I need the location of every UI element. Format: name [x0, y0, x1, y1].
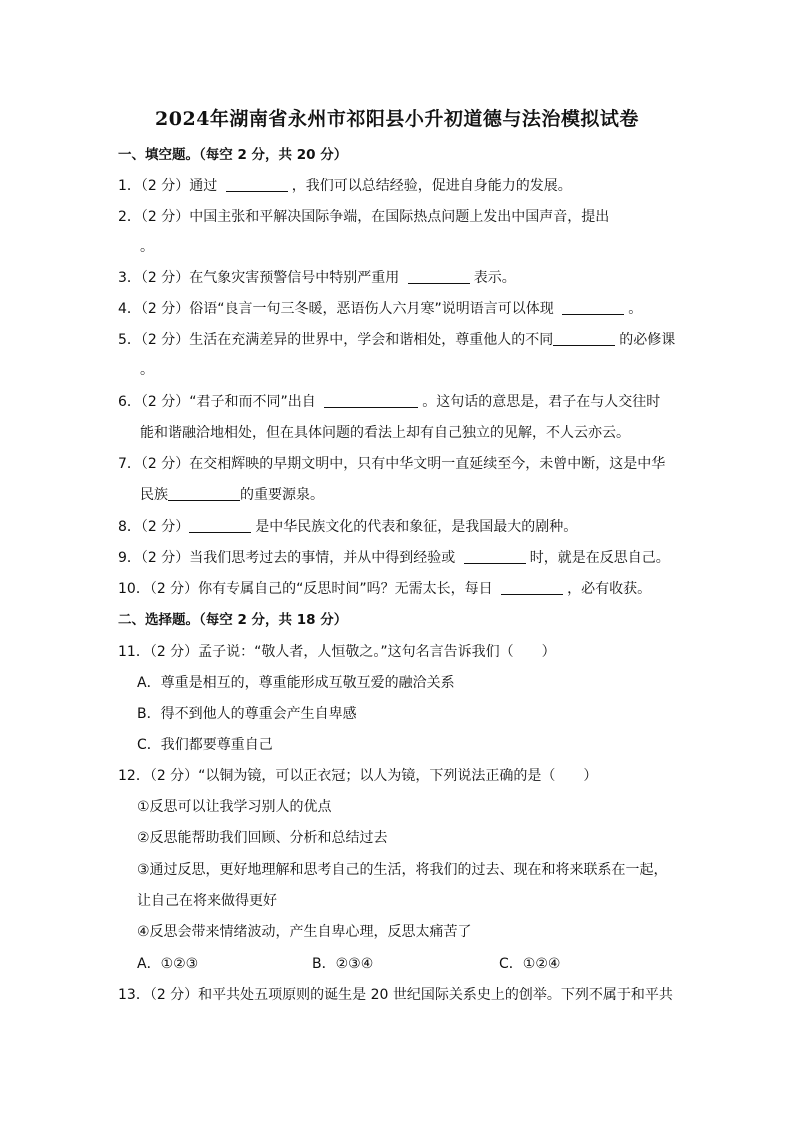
question-2: 2．（2 分）中国主张和平解决国际争端，在国际热点问题上发出中国声音，提出	[118, 209, 610, 225]
question-11-option-c: C．我们都要尊重自己	[137, 737, 273, 753]
question-6: 6．（2 分）“君子和而不同”出自 。这句话的意思是，君子在与人交往时	[118, 394, 661, 410]
question-12-statement-4: ④反思会带来情绪波动，产生自卑心理，反思太痛苦了	[137, 924, 472, 940]
answer-blank	[408, 269, 470, 284]
answer-blank	[501, 580, 563, 595]
question-12-option-a: A．①②③	[137, 956, 199, 972]
question-4: 4．（2 分）俗语“良言一句三冬暖，恶语伤人六月寒”说明语言可以体现 。	[118, 301, 643, 317]
section-heading-fill-in: 一、填空题。（每空 2 分，共 20 分）	[118, 147, 348, 163]
question-12-statement-3: ③通过反思，更好地理解和思考自己的生活，将我们的过去、现在和将来联系在一起，	[137, 862, 668, 878]
question-9: 9．（2 分）当我们思考过去的事情，并从中得到经验或 时，就是在反思自己。	[118, 550, 670, 566]
question-12-option-c: C．①②④	[499, 956, 561, 972]
question-6-continuation: 能和谐融洽地相处，但在具体问题的看法上却有自己独立的见解，不人云亦云。	[140, 425, 630, 441]
question-12-option-b: B．②③④	[312, 956, 374, 972]
question-11-option-a: A．尊重是相互的，尊重能形成互敬互爱的融洽关系	[137, 675, 455, 691]
question-5: 5．（2 分）生活在充满差异的世界中，学会和谐相处，尊重他人的不同 的必修课	[118, 332, 676, 348]
question-12-options	[137, 954, 677, 974]
question-12-statement-2: ②反思能帮助我们回顾、分析和总结过去	[137, 830, 388, 846]
question-1: 1．（2 分）通过 ，我们可以总结经验，促进自身能力的发展。	[118, 178, 572, 194]
question-3: 3．（2 分）在气象灾害预警信号中特别严重用 表示。	[118, 270, 516, 286]
question-12-statement-3-continuation: 让自己在将来做得更好	[137, 893, 277, 909]
section-heading-multiple-choice: 二、选择题。（每空 2 分，共 18 分）	[118, 612, 348, 628]
question-11-option-b: B．得不到他人的尊重会产生自卑感	[137, 706, 357, 722]
answer-blank	[226, 177, 288, 192]
answer-blank	[562, 300, 624, 315]
question-8: 8．（2 分） 是中华民族文化的代表和象征，是我国最大的剧种。	[118, 519, 578, 535]
question-7: 7．（2 分）在交相辉映的早期文明中，只有中华文明一直延续至今，未曾中断，这是中华	[118, 456, 666, 472]
question-10: 10．（2 分）你有专属自己的“反思时间”吗？无需太长，每日 ，必有收获。	[118, 581, 652, 597]
page-title: 2024年湖南省永州市祁阳县小升初道德与法治模拟试卷	[155, 108, 639, 130]
question-7-continuation: 民族 的重要源泉。	[140, 487, 324, 503]
answer-blank	[324, 393, 418, 408]
answer-blank	[189, 518, 251, 533]
question-12-statement-1: ①反思可以让我学习别人的优点	[137, 799, 332, 815]
question-2-continuation: 。	[140, 239, 154, 255]
answer-blank	[464, 549, 526, 564]
answer-blank	[168, 486, 240, 501]
answer-blank	[553, 331, 615, 346]
question-12: 12．（2 分）“以铜为镜，可以正衣冠；以人为镜，下列说法正确的是（ ）	[118, 768, 598, 784]
question-11: 11．（2 分）孟子说：“敬人者，人恒敬之。”这句名言告诉我们（ ）	[118, 644, 556, 660]
question-13: 13．（2 分）和平共处五项原则的诞生是 20 世纪国际关系史上的创举。下列不属于和平共	[118, 987, 673, 1003]
question-5-continuation: 。	[140, 362, 154, 378]
